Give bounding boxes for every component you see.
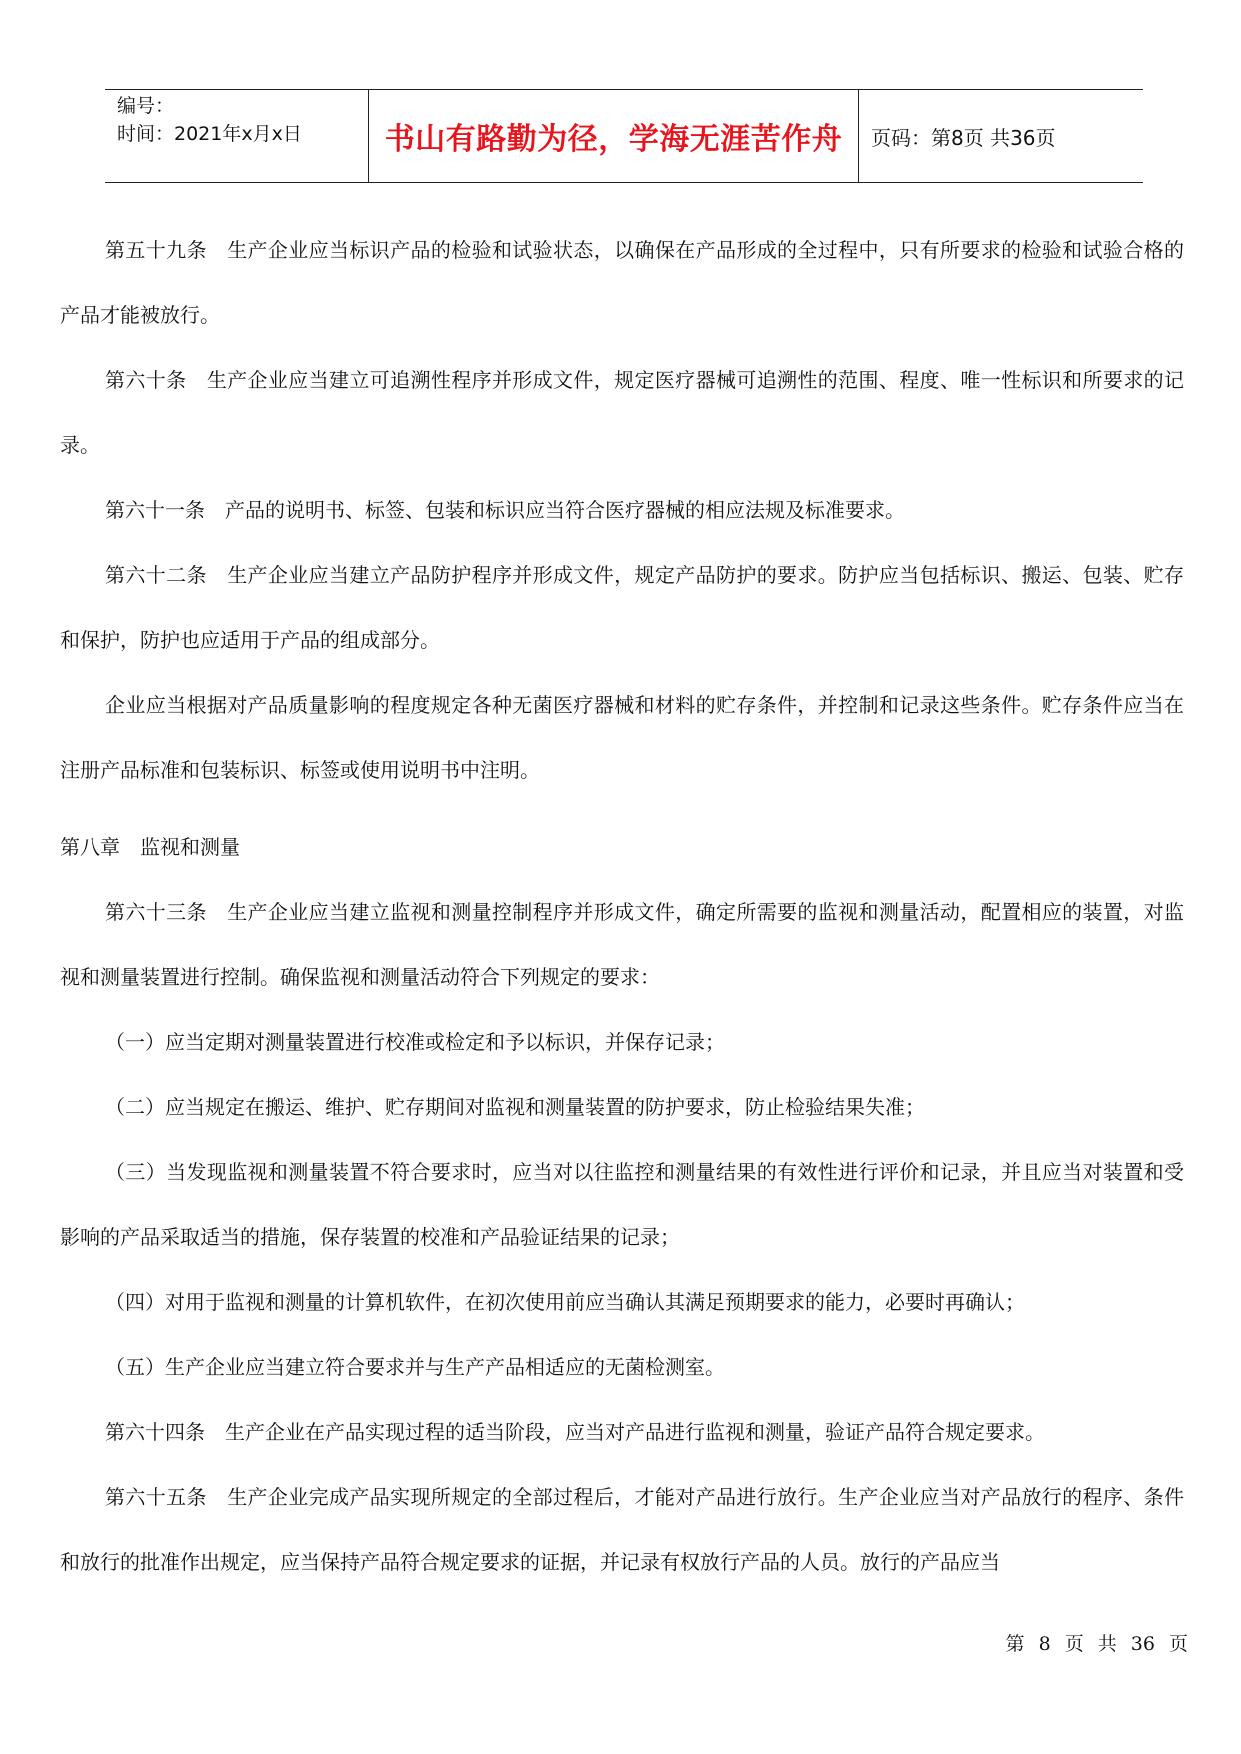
number-label: 编号： — [117, 95, 175, 117]
article-61: 第六十一条 产品的说明书、标签、包装和标识应当符合医疗器械的相应法规及标准要求。 — [105, 498, 905, 522]
page-code: 页码：第8页 共36页 — [871, 125, 1056, 150]
article-64: 第六十四条 生产企业在产品实现过程的适当阶段，应当对产品进行监视和测量，验证产品符合规定要求。 — [105, 1420, 1045, 1444]
list-item-3: （三）当发现监视和测量装置不符合要求时，应当对以往监控和测量结果的有效性进行评价和记录，并且应当对装置和受影响的产品采取适当的措施，保存装置的校准和产品验证结果的记录； — [60, 1160, 1184, 1249]
document-body — [60, 218, 1184, 1595]
header-meta — [105, 90, 369, 182]
article-59: 第五十九条 生产企业应当标识产品的检验和试验状态，以确保在产品形成的全过程中，只有所要求的检验和试验合格的产品才能被放行。 — [60, 238, 1184, 327]
document-header — [105, 89, 1143, 183]
storage-paragraph: 企业应当根据对产品质量影响的程度规定各种无菌医疗器械和材料的贮存条件，并控制和记录这些条件。贮存条件应当在注册产品标准和包装标识、标签或使用说明书中注明。 — [60, 693, 1184, 782]
list-item-1: （一）应当定期对测量装置进行校准或检定和予以标识，并保存记录； — [105, 1030, 725, 1054]
article-63: 第六十三条 生产企业应当建立监视和测量控制程序并形成文件，确定所需要的监视和测量活动，配置相应的装置，对监视和测量装置进行控制。确保监视和测量活动符合下列规定的要求： — [60, 900, 1184, 989]
article-65: 第六十五条 生产企业完成产品实现所规定的全部过程后，才能对产品进行放行。生产企业应当对产品放行的程序、条件和放行的批准作出规定，应当保持产品符合规定要求的证据，并记录有权放行产品的人员。放行的产品应当 — [60, 1485, 1184, 1574]
list-item-4: （四）对用于监视和测量的计算机软件，在初次使用前应当确认其满足预期要求的能力，必要时再确认； — [105, 1290, 1025, 1314]
page-footer: 第 8 页 共 36 页 — [1005, 1633, 1188, 1655]
chapter-title: 第八章 监视和测量 — [60, 835, 240, 859]
header-page-cell — [859, 90, 1143, 182]
time-label: 时间：2021年x月x日 — [117, 123, 302, 145]
header-motto-cell — [369, 90, 859, 182]
list-item-5: （五）生产企业应当建立符合要求并与生产产品相适应的无菌检测室。 — [105, 1355, 725, 1379]
list-item-2: （二）应当规定在搬运、维护、贮存期间对监视和测量装置的防护要求，防止检验结果失准； — [105, 1095, 925, 1119]
article-62: 第六十二条 生产企业应当建立产品防护程序并形成文件，规定产品防护的要求。防护应当包括标识、搬运、包装、贮存和保护，防护也应适用于产品的组成部分。 — [60, 563, 1184, 652]
article-60: 第六十条 生产企业应当建立可追溯性程序并形成文件，规定医疗器械可追溯性的范围、程度、唯一性标识和所要求的记录。 — [60, 368, 1184, 457]
motto-text: 书山有路勤为径，学海无涯苦作舟 — [384, 122, 843, 157]
